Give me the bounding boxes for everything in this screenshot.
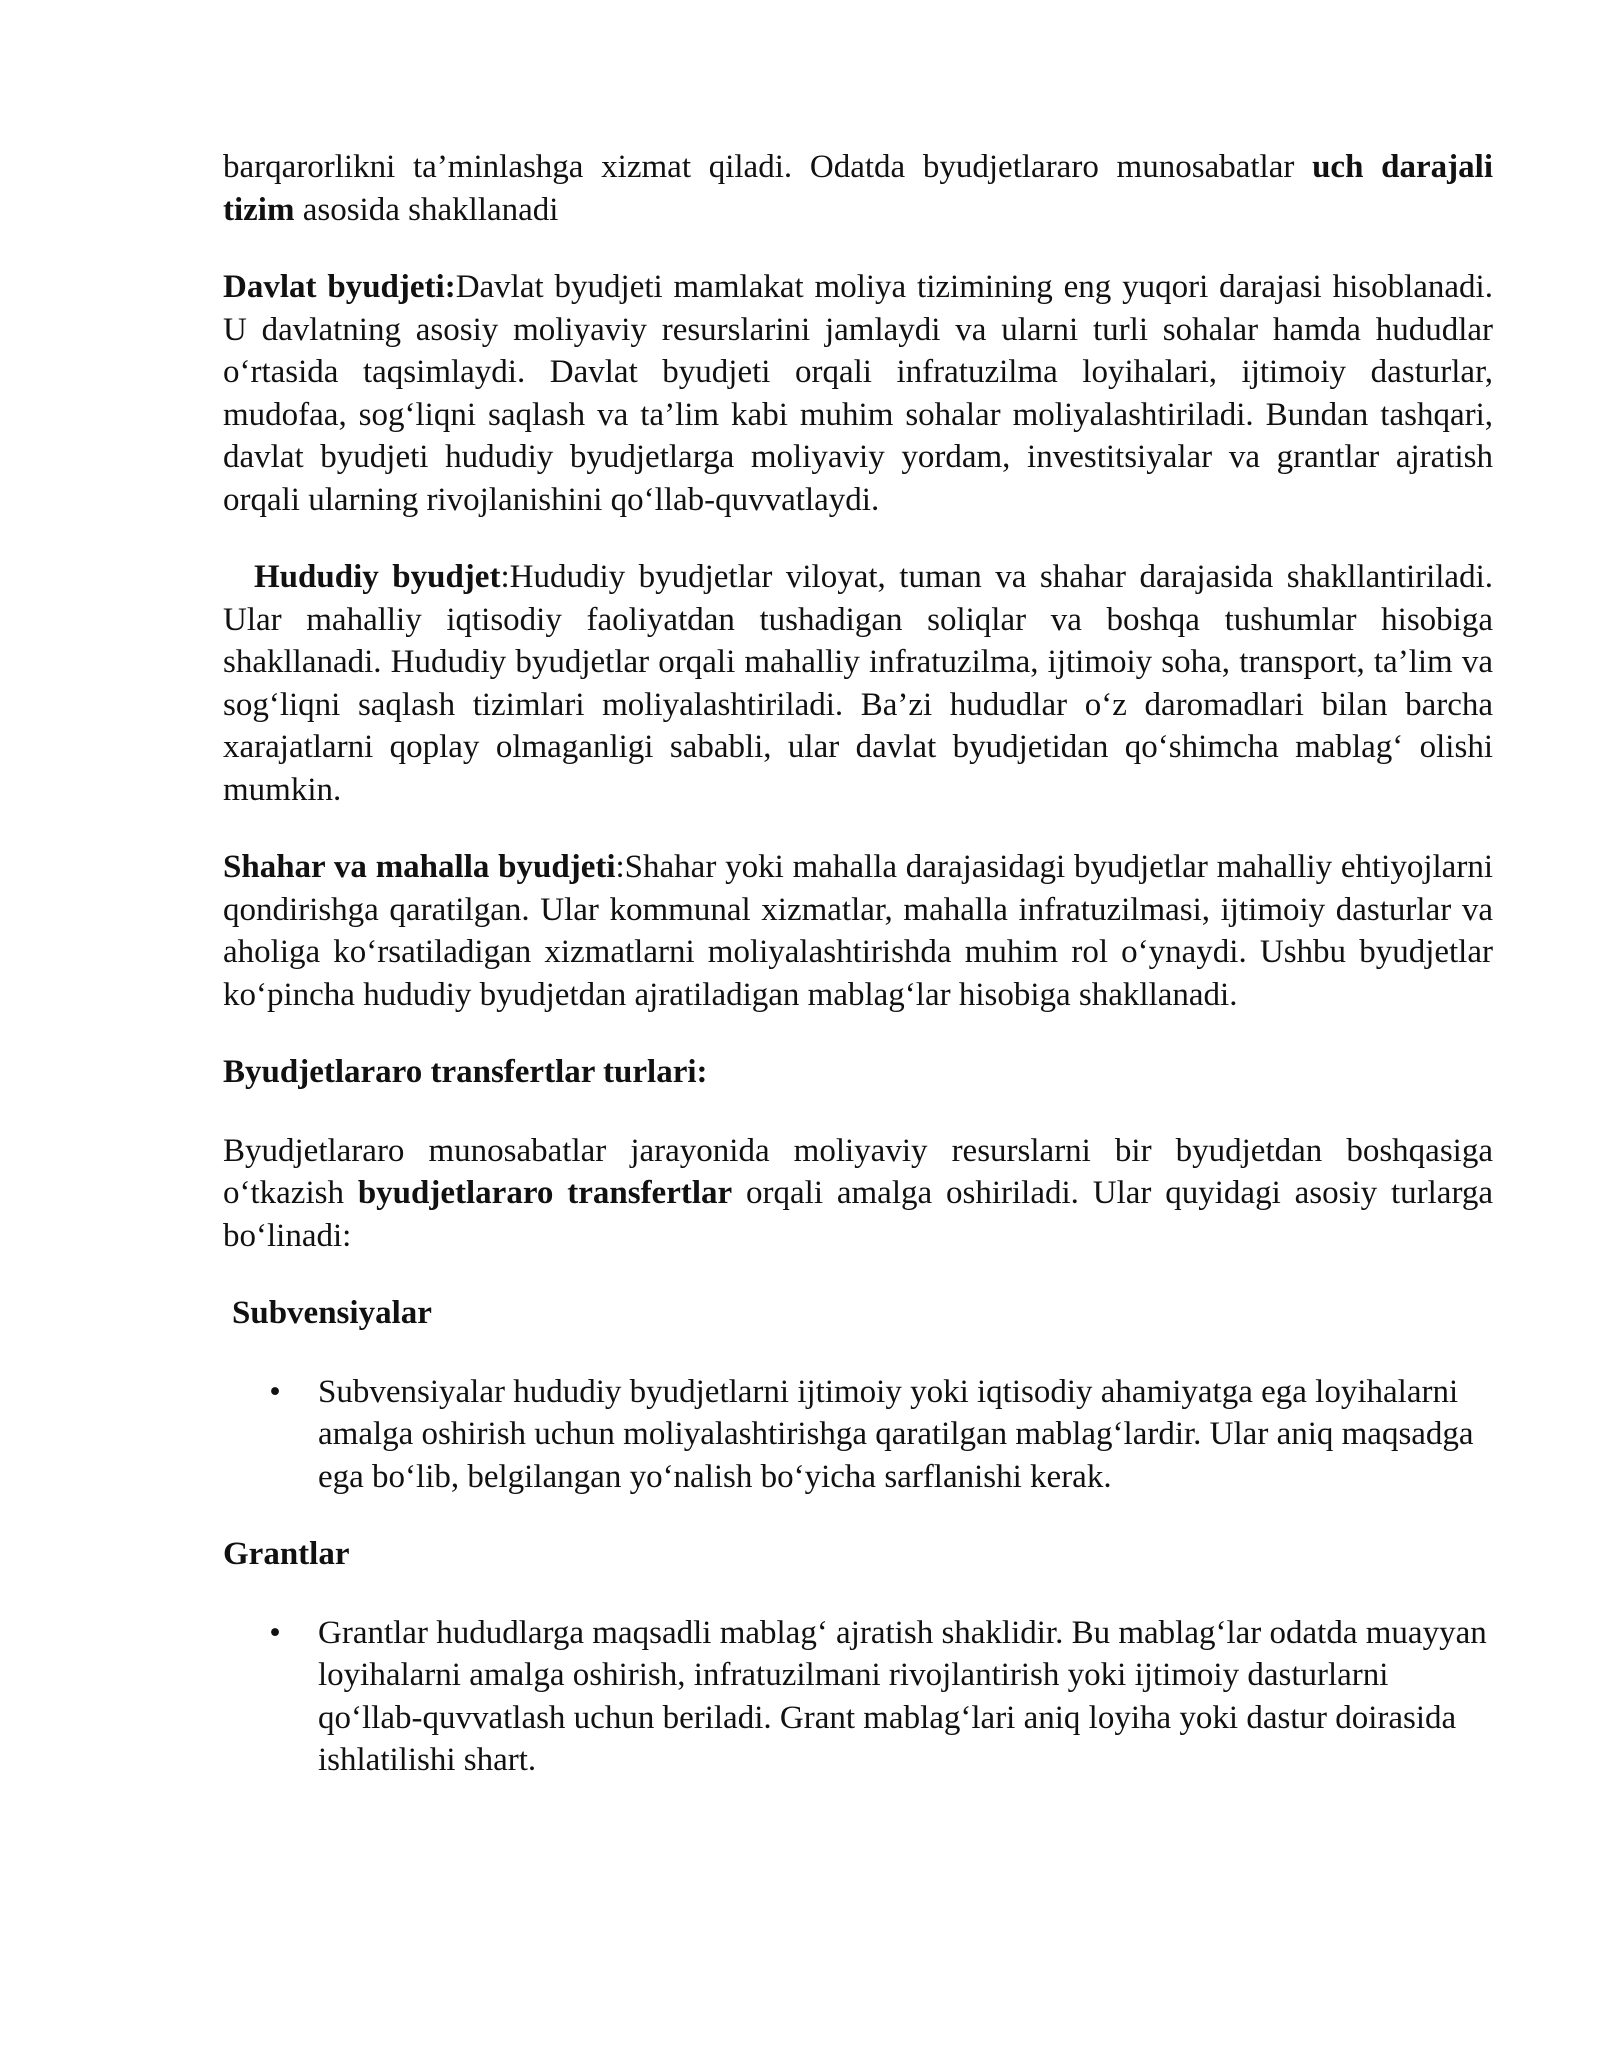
transfers-text-end: orqali amalga oshiriladi. Ular quyidagi asosiy turlarga bo‘linadi: [223,1175,1493,1254]
heading-transfer-types: Byudjetlararo transfertlar turlari: [223,1054,708,1090]
state-budget-label: Davlat byudjeti: [223,269,456,305]
intro-emphasis: uch darajali tizim [223,149,1493,228]
list-item-grants [223,1612,1493,1782]
city-budget-label: Shahar va mahalla byudjeti [223,849,616,885]
state-budget-text: Davlat byudjeti mamlakat moliya tizimining eng yuqori darajasi hisoblanadi. U davlatning asosiy moliyaviy resurslarini jamlaydi va ularni turli sohalar hamda hududlar o‘rtasida taqsimlaydi. Davlat byudjeti orqali infratuzilma loyihalari, ijtimoiy dasturlar, mudofaa, sog‘liqni saqlash va ta’lim kabi muhim sohalar moliyalashtiriladi. Bundan tashqari, davlat byudjeti hududiy byudjetlarga moliyaviy yordam, investitsiyalar va grantlar ajratish orqali ularning rivojlanishini qo‘llab-quvvatlaydi. [223,269,1493,518]
document-page [223,146,1493,1817]
intro-text-end: asosida shakllanadi [294,191,559,228]
paragraph-state-budget [223,266,1493,521]
intro-text-start: barqarorlikni ta’minlashga xizmat qiladi. Odatda byudjetlararo munosabatlar [223,149,1313,185]
paragraph-regional-budget [223,556,1493,811]
heading-grants: Grantlar [223,1536,350,1572]
paragraph-intro [223,146,1493,231]
transfers-emphasis: byudjetlararo transfertlar [357,1175,733,1211]
paragraph-city-budget [223,846,1493,1016]
bullet-icon: • [269,1373,281,1410]
transfers-text-start: Byudjetlararo munosabatlar jarayonida moliyaviy resurslarni bir byudjetdan boshqasiga o‘tkazish [223,1132,1493,1211]
bullet-icon: • [269,1614,281,1651]
list-item-subventions [223,1371,1493,1499]
city-budget-text: :Shahar yoki mahalla darajasidagi byudjetlar mahalliy ehtiyojlarni qondirishga qaratilgan. Ular kommunal xizmatlar, mahalla infratuzilmasi, ijtimoiy dasturlar va aholiga ko‘rsatiladigan xizmatlarni moliyalashtirishda muhim rol o‘ynaydi. Ushbu byudjetlar ko‘pincha hududiy byudjetdan ajratiladigan mablag‘lar hisobiga shakllanadi. [223,849,1493,1013]
regional-budget-label: Hududiy byudjet [254,559,501,595]
heading-subventions: Subvensiyalar [232,1295,432,1331]
regional-budget-text: :Hududiy byudjetlar viloyat, tuman va shahar darajasida shakllantiriladi. Ular mahalliy iqtisodiy faoliyatdan tushadigan soliqlar va boshqa tushumlar hisobiga shakllanadi. Hududiy byudjetlar orqali mahalliy infratuzilma, ijtimoiy soha, transport, ta’lim va sog‘liqni saqlash tizimlari moliyalashtiriladi. Ba’zi hududlar o‘z daromadlari bilan barcha xarajatlarni qoplay olmaganligi sababli, ular davlat byudjetidan qo‘shimcha mablag‘ olishi mumkin. [223,559,1493,808]
subventions-text: Subvensiyalar hududiy byudjetlarni ijtimoiy yoki iqtisodiy ahamiyatga ega loyihalarni amalga oshirish uchun moliyalashtirishga qaratilgan mablag‘lardir. Ular aniq maqsadga ega bo‘lib, belgilangan yo‘nalish bo‘yicha sarflanishi kerak. [318,1373,1474,1495]
grants-text: Grantlar hududlarga maqsadli mablag‘ ajratish shaklidir. Bu mablag‘lar odatda muayyan loyihalarni amalga oshirish, infratuzilmani rivojlantirish yoki ijtimoiy dasturlarni qo‘llab-quvvatlash uchun beriladi. Grant mablag‘lari aniq loyiha yoki dastur doirasida ishlatilishi shart. [318,1614,1487,1778]
paragraph-transfers [223,1130,1493,1258]
